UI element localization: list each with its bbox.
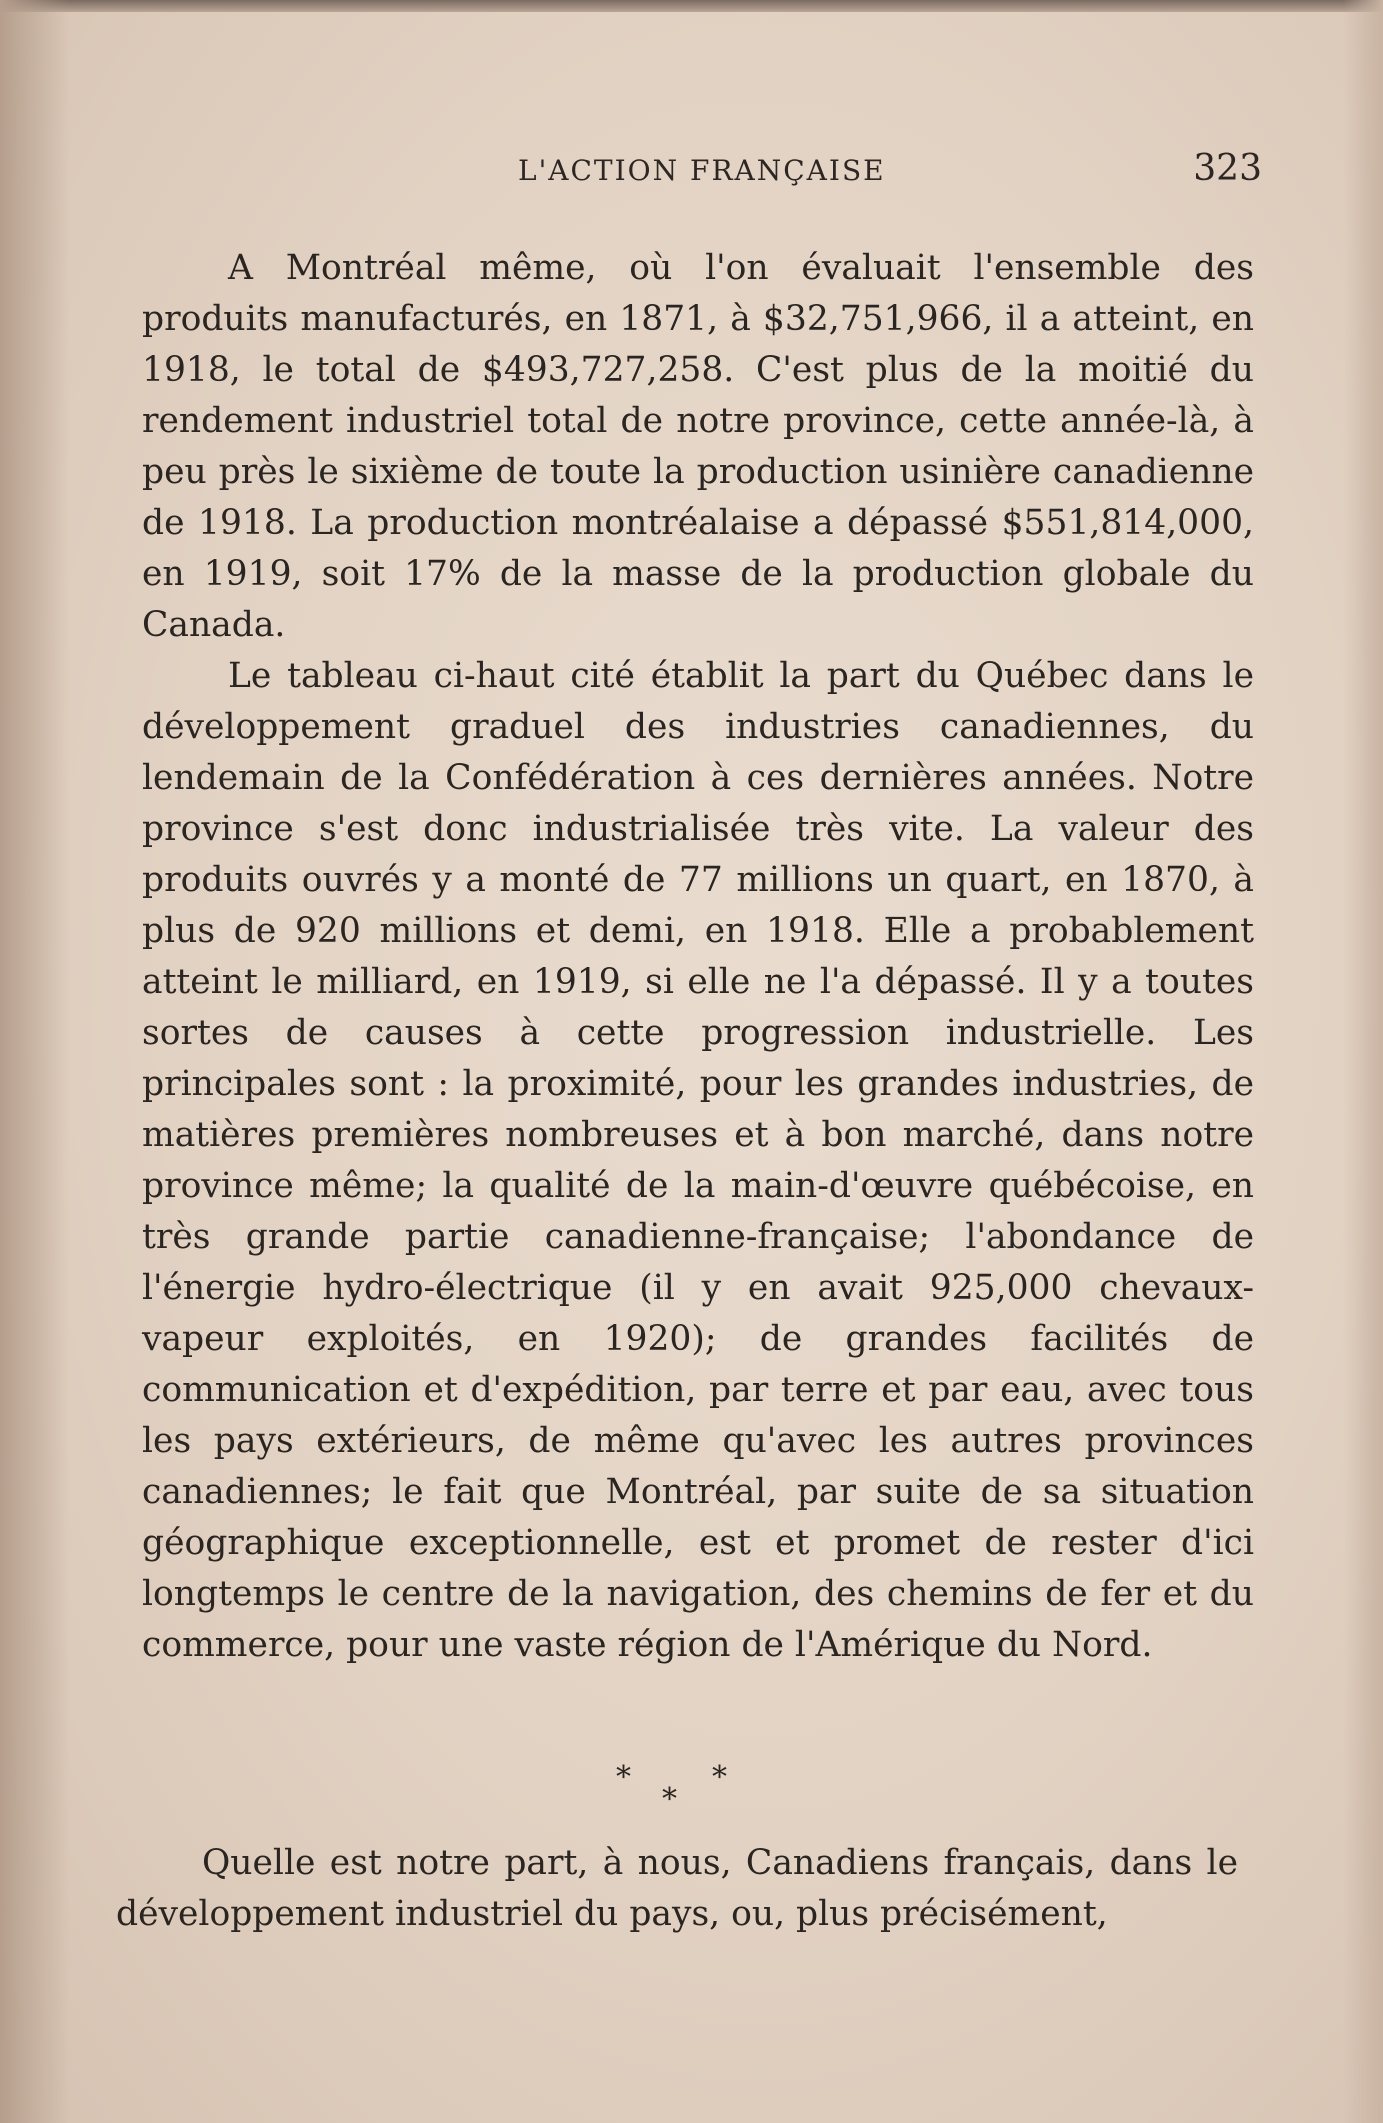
- asterisk: *: [616, 1760, 631, 1795]
- paragraph: Quelle est notre part, à nous, Canadiens français, dans le développement industriel du pays, ou, plus précisément,: [116, 1843, 1238, 1934]
- page-top-edge: [0, 0, 1383, 12]
- page-edge-shadow: [1343, 0, 1383, 2123]
- running-title: L'ACTION FRANÇAISE: [518, 154, 886, 187]
- paragraph: A Montréal même, où l'on évaluait l'ensemble des produits manufacturés, en 1871, à $32,751,966, il a atteint, en 1918, le total de $493,727,258. C'est plus de la moitié du rendement industriel total de notre province, cette année-là, à peu près le sixième de toute la production usinière canadienne de 1918. La production montréalaise a dépassé $551,814,000, en 1919, soit 17% de la masse de la production globale du Canada.: [142, 248, 1254, 645]
- body-text: [142, 243, 1254, 1671]
- asterisk: *: [712, 1760, 727, 1795]
- section-separator: [600, 1760, 740, 1820]
- paragraph: Le tableau ci-haut cité établit la part du Québec dans le développement graduel des industries canadiennes, du lendemain de la Confédération à ces dernières années. Notre province s'est donc industrialisée très vite. La valeur des produits ouvrés y a monté de 77 millions un quart, en 1870, à plus de 920 millions et demi, en 1918. Elle a probablement atteint le milliard, en 1919, si elle ne l'a dépassé. Il y a toutes sortes de causes à cette progression industrielle. Les principales sont : la proximité, pour les grandes industries, de matières premières nombreuses et à bon marché, dans notre province même; la qualité de la main-d'œuvre québécoise, en très grande partie canadienne-française; l'abondance de l'énergie hydro-électrique (il y en avait 925,000 chevaux-vapeur exploités, en 1920); de grandes facilités de communication et d'expédition, par terre et par eau, avec tous les pays extérieurs, de même qu'avec les autres provinces canadiennes; le fait que Montréal, par suite de sa situation géographique exceptionnelle, est et promet de rester d'ici longtemps le centre de la navigation, des chemins de fer et du commerce, pour une vaste région de l'Amérique du Nord.: [142, 656, 1254, 1665]
- asterisk: *: [662, 1782, 677, 1817]
- page-number: 323: [1193, 148, 1262, 189]
- binding-shadow: [0, 0, 70, 2123]
- page-header: [140, 148, 1262, 192]
- body-text-continued: [116, 1838, 1238, 1940]
